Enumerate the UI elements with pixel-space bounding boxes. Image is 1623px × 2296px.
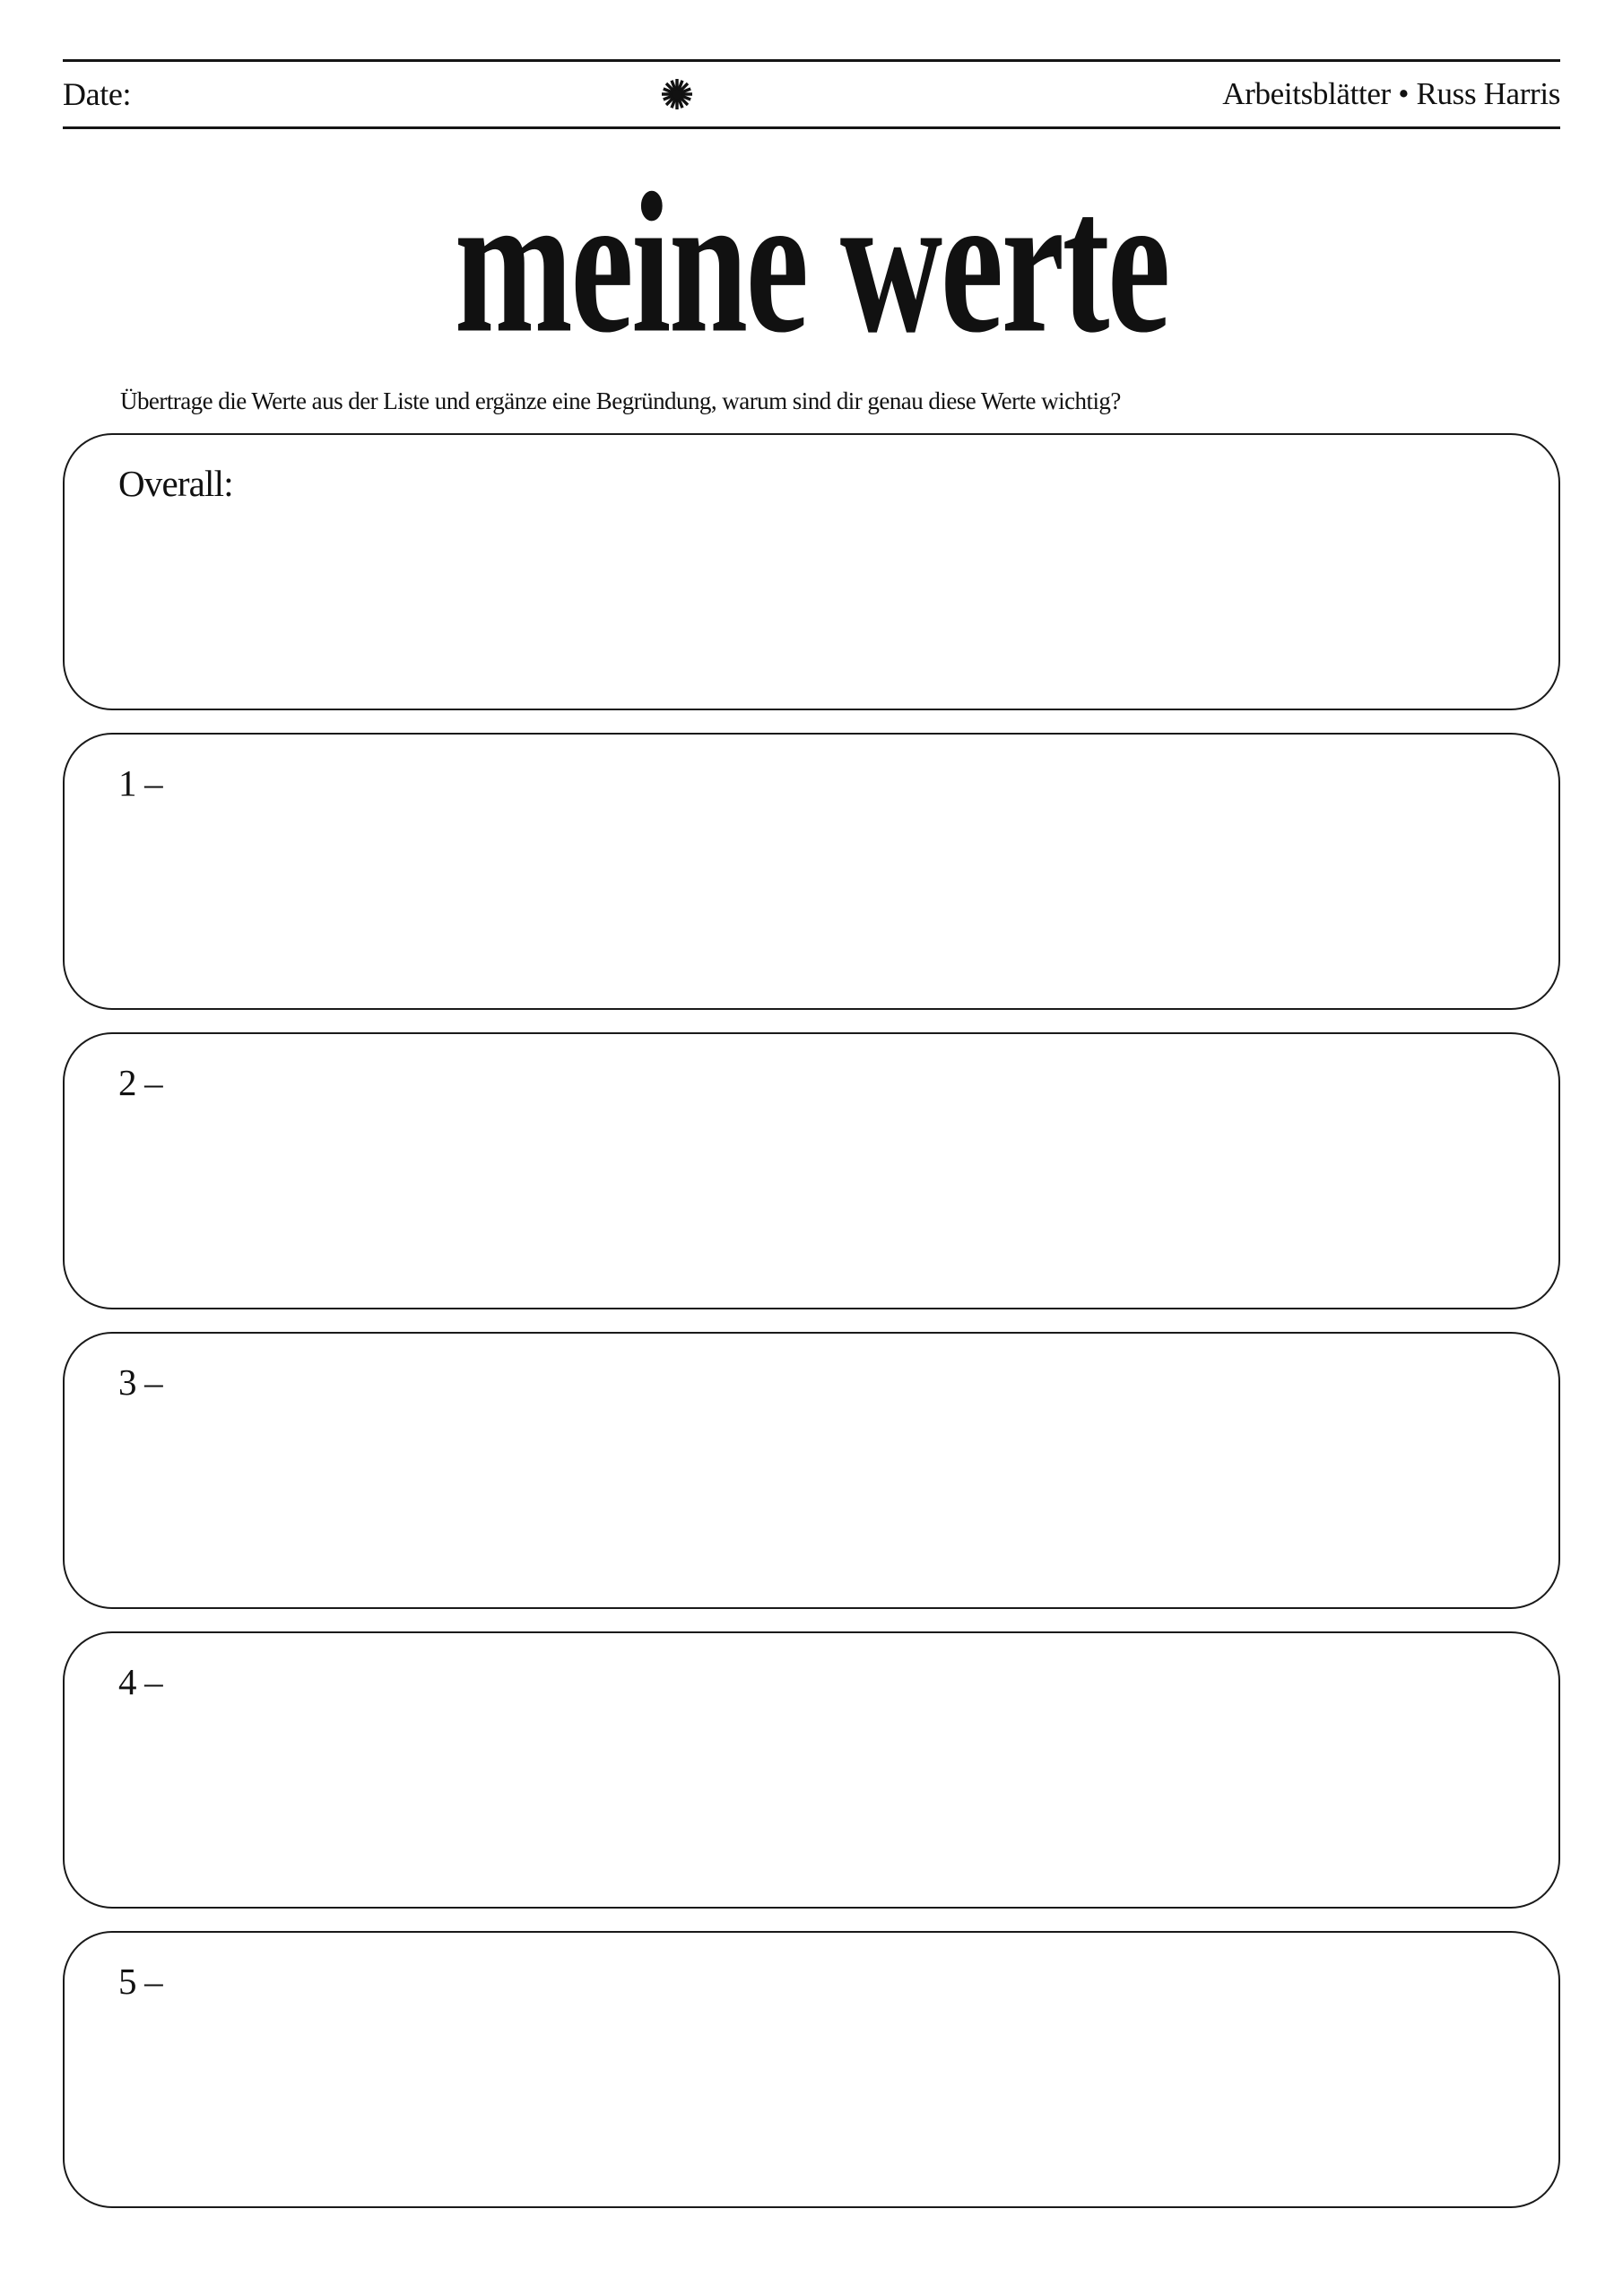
field-write-area-5[interactable] bbox=[118, 2013, 1505, 2188]
page-header bbox=[63, 59, 1560, 129]
field-write-area-1[interactable] bbox=[118, 815, 1505, 990]
field-box-1 bbox=[63, 733, 1560, 1010]
field-box-overall bbox=[63, 433, 1560, 710]
field-write-area-2[interactable] bbox=[118, 1115, 1505, 1290]
field-label: 5 – bbox=[118, 1961, 162, 2002]
asterisk-icon bbox=[659, 76, 695, 112]
field-label: 1 – bbox=[118, 762, 162, 804]
worksheet-page bbox=[0, 59, 1623, 2296]
field-box-3 bbox=[63, 1332, 1560, 1609]
instruction-text: Übertrage die Werte aus der Liste und ergänze eine Begründung, warum sind dir genau diese Werte wichtig? bbox=[120, 387, 1121, 414]
field-write-area-3[interactable] bbox=[118, 1414, 1505, 1589]
field-write-area-overall[interactable] bbox=[118, 516, 1505, 691]
fields-list bbox=[63, 433, 1560, 2208]
field-label: 4 – bbox=[118, 1661, 162, 1702]
field-label: 2 – bbox=[118, 1062, 162, 1103]
field-box-2 bbox=[63, 1032, 1560, 1309]
field-box-5 bbox=[63, 1931, 1560, 2208]
field-label: Overall: bbox=[118, 463, 233, 504]
page-title: meine werte bbox=[454, 151, 1169, 375]
credit-text: Arbeitsblätter • Russ Harris bbox=[1222, 76, 1560, 111]
field-write-area-4[interactable] bbox=[118, 1714, 1505, 1889]
field-label: 3 – bbox=[118, 1361, 162, 1403]
field-box-4 bbox=[63, 1631, 1560, 1909]
date-label: Date: bbox=[63, 76, 132, 112]
